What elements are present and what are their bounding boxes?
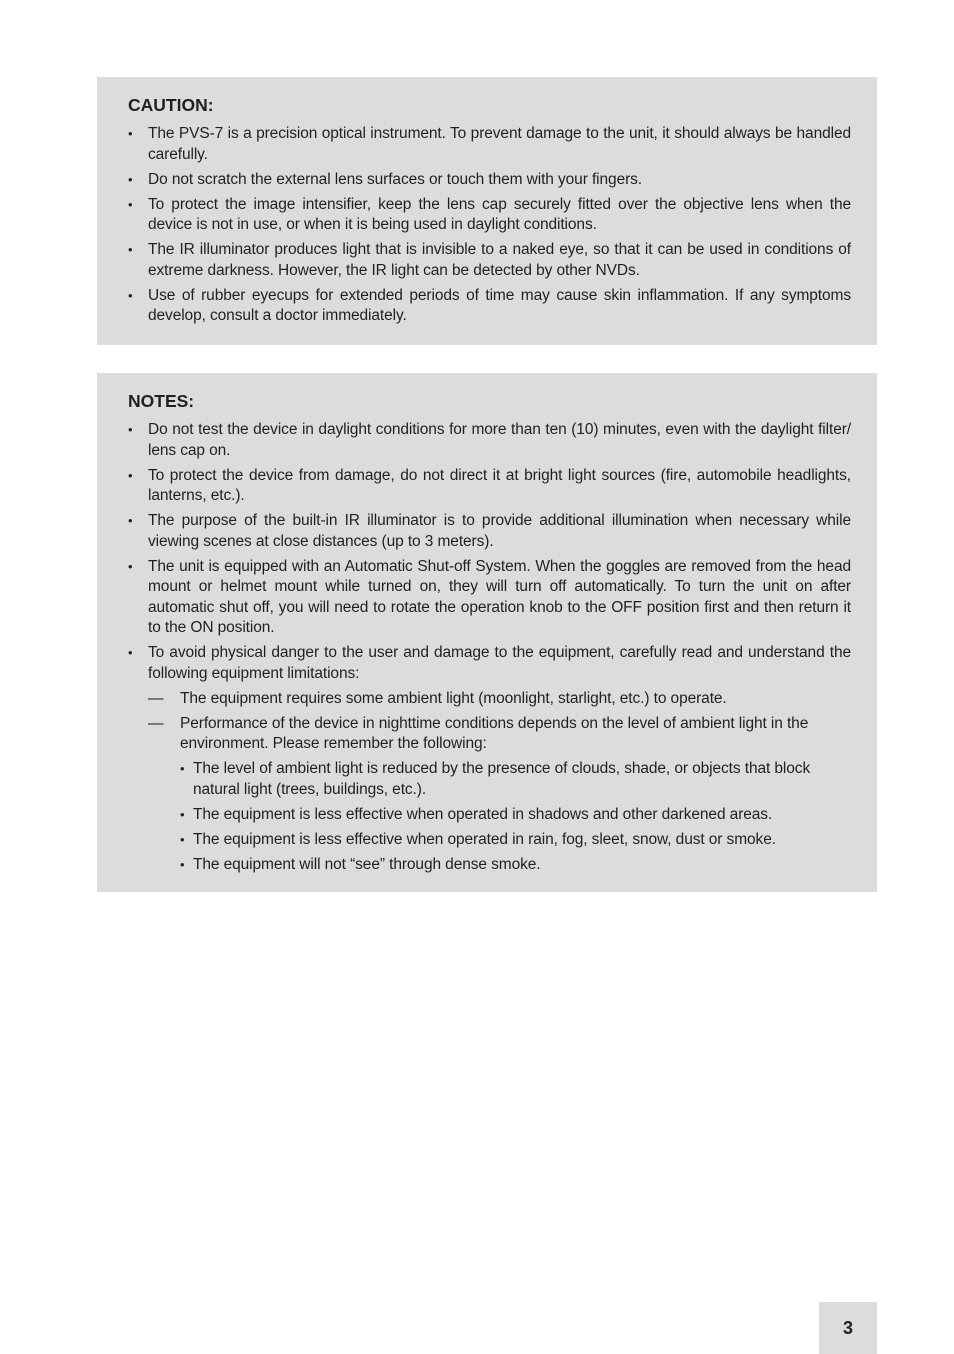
list-item-text: The equipment will not “see” through dense smoke. bbox=[193, 855, 541, 873]
bullet-marker: • bbox=[128, 287, 133, 303]
caution-title: CAUTION: bbox=[128, 95, 214, 115]
list-item bbox=[180, 759, 851, 800]
list-item-text: To protect the image intensifier, keep the lens cap securely fitted over the objective lens when the device is not in use, or when it is being used in daylight conditions. bbox=[148, 195, 851, 233]
list-item bbox=[128, 466, 851, 507]
bullet-marker: • bbox=[128, 467, 133, 483]
bullet-marker: • bbox=[180, 856, 185, 872]
list-item-text: Performance of the device in nighttime conditions depends on the level of ambient light in the environment. Please remember the following: bbox=[180, 714, 809, 752]
bullet-marker: • bbox=[180, 761, 185, 776]
list-item bbox=[128, 195, 851, 236]
bullet-marker: • bbox=[128, 645, 133, 660]
list-item-text: The level of ambient light is reduced by the presence of clouds, shade, or objects that block natural light (trees, buildings, etc.). bbox=[193, 760, 811, 798]
page-number: 3 bbox=[842, 1317, 853, 1338]
notes-box bbox=[97, 373, 877, 892]
list-item bbox=[180, 830, 851, 851]
conditions-list bbox=[180, 759, 851, 875]
list-item bbox=[128, 124, 851, 165]
bullet-marker: • bbox=[128, 126, 133, 141]
list-item bbox=[128, 511, 851, 552]
list-item-text: The PVS-7 is a precision optical instrument. To prevent damage to the unit, it should always be handled carefully. bbox=[148, 125, 851, 163]
bullet-marker: • bbox=[128, 422, 133, 437]
list-item bbox=[180, 805, 851, 826]
list-item bbox=[128, 286, 851, 327]
list-item-text: The equipment is less effective when operated in shadows and other darkened areas. bbox=[193, 805, 773, 823]
notes-list bbox=[128, 420, 851, 875]
list-item-text: The purpose of the built-in IR illuminator is to provide additional illumination when necessary while viewing scenes at close distances (up to 3 meters). bbox=[148, 512, 851, 550]
dash-marker: — bbox=[148, 714, 164, 732]
list-item bbox=[148, 714, 851, 876]
limitations-list bbox=[148, 689, 851, 876]
list-item-text: Use of rubber eyecups for extended periods of time may cause skin inflammation. If any symptoms develop, consult a doctor immediately. bbox=[148, 286, 851, 324]
list-item-text: To avoid physical danger to the user and damage to the equipment, carefully read and understand the following equipment limitations: bbox=[148, 644, 851, 682]
bullet-marker: • bbox=[128, 171, 133, 187]
list-item-text: To protect the device from damage, do not direct it at bright light sources (fire, automobile headlights, lanterns, etc.). bbox=[148, 466, 851, 504]
list-item bbox=[128, 643, 851, 875]
page-number-box bbox=[819, 1302, 877, 1354]
list-item-text: The unit is equipped with an Automatic Shut-off System. When the goggles are removed from the head mount or helmet mount while turned on, they will turn off automatically. To turn the unit on after automatic shut off, you will need to rotate the operation knob to the OFF position first and then return it to the ON position. bbox=[148, 557, 851, 636]
list-item bbox=[128, 557, 851, 639]
bullet-marker: • bbox=[180, 806, 185, 822]
list-item bbox=[148, 689, 851, 710]
bullet-marker: • bbox=[128, 196, 133, 212]
list-item bbox=[128, 420, 851, 461]
bullet-marker: • bbox=[128, 513, 133, 528]
list-item bbox=[128, 170, 851, 191]
bullet-marker: • bbox=[128, 242, 133, 257]
notes-title: NOTES: bbox=[128, 391, 195, 411]
list-item-text: The IR illuminator produces light that is invisible to a naked eye, so that it can be used in conditions of extreme darkness. However, the IR light can be detected by other NVDs. bbox=[148, 241, 851, 279]
list-item-text: The equipment is less effective when operated in rain, fog, sleet, snow, dust or smoke. bbox=[193, 830, 776, 848]
list-item-text: Do not test the device in daylight conditions for more than ten (10) minutes, even with the daylight filter/ lens cap on. bbox=[148, 421, 851, 459]
list-item bbox=[128, 240, 851, 281]
bullet-marker: • bbox=[128, 558, 133, 574]
bullet-marker: • bbox=[180, 831, 185, 847]
dash-marker: — bbox=[148, 689, 164, 707]
caution-list bbox=[128, 124, 851, 327]
list-item-text: Do not scratch the external lens surfaces or touch them with your fingers. bbox=[148, 170, 643, 188]
caution-box bbox=[97, 77, 877, 345]
list-item-text: The equipment requires some ambient light (moonlight, starlight, etc.) to operate. bbox=[180, 689, 727, 707]
list-item bbox=[180, 855, 851, 876]
